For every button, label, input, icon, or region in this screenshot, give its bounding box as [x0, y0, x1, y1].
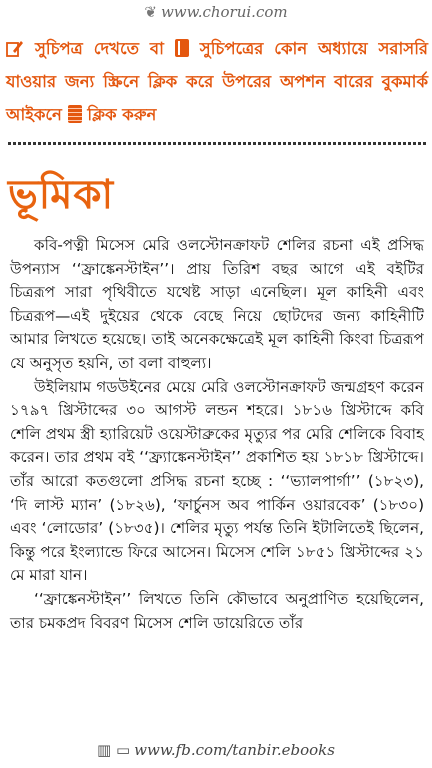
footer-watermark: [0, 741, 432, 759]
paragraph-2: উইলিয়াম গডউইনের মেয়ে মেরি ওলস্টোনক্রাফট জন্মগ্রহণ করেন ১৭৯৭ খ্রিস্টাব্দের ৩০ আগস্ট লন্ডন শহরে। ১৮১৬ খ্রিস্টাব্দে কবি শেলি প্রথম স্ত্রী হ্যারিয়েট ওয়েস্টাব্রুকের মৃত্যুর পর মেরি শেলিকে বিবাহ করেন। তার প্রথম বই ‘‘ফ্র্যাঙ্কেনস্টাইন’’ প্রকাশিত হয় ১৮১৮ খ্রিস্টাব্দে। তাঁর আরো কতগুলো প্রসিদ্ধ রচনা হচ্ছে : ‘‘ভ্যালপার্গা’’ (১৮২৩), ‘দি লাস্ট ম্যান’ (১৮২৬), ‘ফার্চুনস অব পার্কিন ওয়ারবেক’ (১৮৩০) এবং ‘লোডোর’ (১৮৩৫)। শেলির মৃত্যু পর্যন্ত তিনি ইটালিতেই ছিলেন, কিন্তু পরে ইংল্যান্ডে ফিরে আসেন। মিসেস শেলি ১৮৫১ খ্রিস্টাব্দের ২১ মে মারা যান।: [10, 377, 424, 585]
books-icon: ▥ ▭: [97, 741, 131, 759]
site-url: www.chorui.com: [160, 3, 288, 21]
navigation-notice: [6, 32, 428, 131]
bookmark-list-icon: [68, 105, 82, 123]
paragraph-1: কবি-পত্নী মিসেস মেরি ওলস্টোনক্রাফট শেলির রচনা এই প্রসিদ্ধ উপন্যাস ‘‘ফ্রাঙ্কেনস্টাইন’’। প্রায় তিরিশ বছর আগে এই বইটির চিত্ররূপ সারা পৃথিবীতে যথেষ্ট সাড়া এনেছিল। মূল কাহিনী এবং চিত্ররূপ—এই দুইয়ের থেকে বেছে নিয়ে ছোটদের জন্য কাহিনীটি আমার লিখতে হয়েছে। তাই অনেকক্ষেত্রেই মূল কাহিনী কিংবা চিত্ররূপ যে অনুসৃত হয়নি, তা বলা বাহুল্য।: [10, 236, 424, 372]
notice-part-3: ক্লিক করুন: [87, 105, 157, 124]
body-text: [10, 234, 424, 635]
paragraph-3: ‘‘ফ্রাঙ্কেনস্টাইন’’ লিখতে তিনি কৌভাবে অনুপ্রাণিত হয়েছিলেন, তার চমকপ্রদ বিবরণ মিসেস শেলি ডায়েরিতে তাঁর: [10, 589, 424, 632]
footer-url: www.fb.com/tanbir.ebooks: [134, 741, 335, 759]
notice-part-2: সুচিপত্রের কোন অধ্যায়ে সরাসরি যাওয়ার জন্য স্ক্রিনে ক্লিক করে উপরের অপশন বারের বুকমার্ক আইকনে: [6, 39, 428, 124]
site-watermark: [0, 3, 432, 21]
page-title: ভূমিকা: [8, 171, 115, 218]
pen-icon: [6, 39, 24, 57]
divider: [8, 142, 426, 145]
leaf-icon: ❦: [144, 3, 157, 21]
book-icon: [175, 39, 189, 57]
notice-part-1: সুচিপত্র দেখতে বা: [34, 39, 164, 58]
